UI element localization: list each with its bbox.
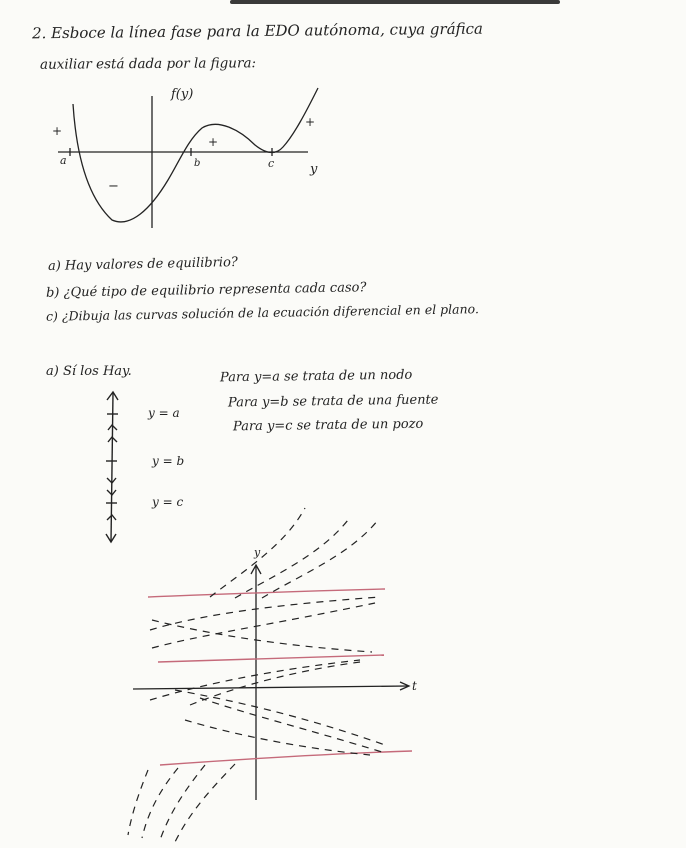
solution-curve — [200, 698, 382, 752]
statement-b: Para y=b se trata de una fuente — [227, 392, 439, 411]
phase-line-axis — [111, 393, 113, 542]
graph2-y-label: y — [254, 546, 261, 559]
solution-curve — [152, 620, 372, 652]
solution-curve — [160, 765, 205, 840]
solution-curve — [142, 768, 178, 838]
page-top-edge — [230, 0, 560, 4]
solution-curve — [175, 764, 235, 842]
equilibrium-b: y = b — [152, 454, 185, 468]
equilibrium-line-middle — [158, 655, 384, 662]
solution-curve — [152, 603, 375, 648]
solution-curve — [190, 662, 360, 705]
graph1-b-label: b — [194, 158, 201, 169]
problem-statement-line-2: auxiliar está dada por la figura: — [39, 55, 257, 73]
solution-curve — [185, 720, 370, 755]
graph2-t-label: t — [412, 679, 417, 693]
graph1-plus-right: + — [305, 115, 316, 129]
statement-a: Para y=a se trata de un nodo — [219, 367, 413, 386]
graph1-y-label: y — [310, 162, 318, 177]
equilibrium-line-lower — [160, 751, 412, 765]
solution-curve — [235, 520, 348, 598]
graph1-plus-left: + — [52, 124, 63, 138]
solution-curve — [150, 660, 360, 700]
solution-curve — [128, 770, 148, 835]
statement-c: Para y=c se trata de un pozo — [232, 416, 424, 435]
phase-line-arrow-bottom — [106, 534, 116, 542]
graph1-minus: − — [108, 179, 119, 194]
equilibrium-c: y = c — [152, 495, 184, 509]
equilibrium-line-upper — [148, 589, 385, 597]
problem-statement-line-1: 2. Esboce la línea fase para la EDO autónoma, cuya gráfica — [31, 19, 484, 43]
graph1-f-label: f(y) — [171, 87, 194, 102]
graph2-y-arrow — [251, 565, 261, 574]
question-c: c) ¿Dibuja las curvas solución de la ecuación diferencial en el plano. — [45, 301, 480, 324]
graph1-c-label: c — [268, 157, 275, 170]
graph1-plus-mid: + — [208, 135, 219, 149]
solution-curve — [175, 690, 385, 745]
graph1-curve — [73, 88, 318, 222]
graph1-a-label: a — [60, 154, 67, 167]
question-a: a) Hay valores de equilibrio? — [47, 255, 238, 274]
answer-a: a) Sí los Hay. — [46, 364, 132, 379]
graph2-t-axis — [133, 686, 408, 689]
equilibrium-a: y = a — [148, 406, 180, 420]
phase-line-arrow-top — [107, 392, 118, 400]
solution-curve — [150, 597, 380, 630]
question-b: b) ¿Qué tipo de equilibrio representa cada caso? — [45, 280, 367, 301]
solution-curve — [262, 520, 378, 598]
graph2-t-arrow — [400, 682, 409, 690]
solution-curve — [210, 508, 305, 597]
